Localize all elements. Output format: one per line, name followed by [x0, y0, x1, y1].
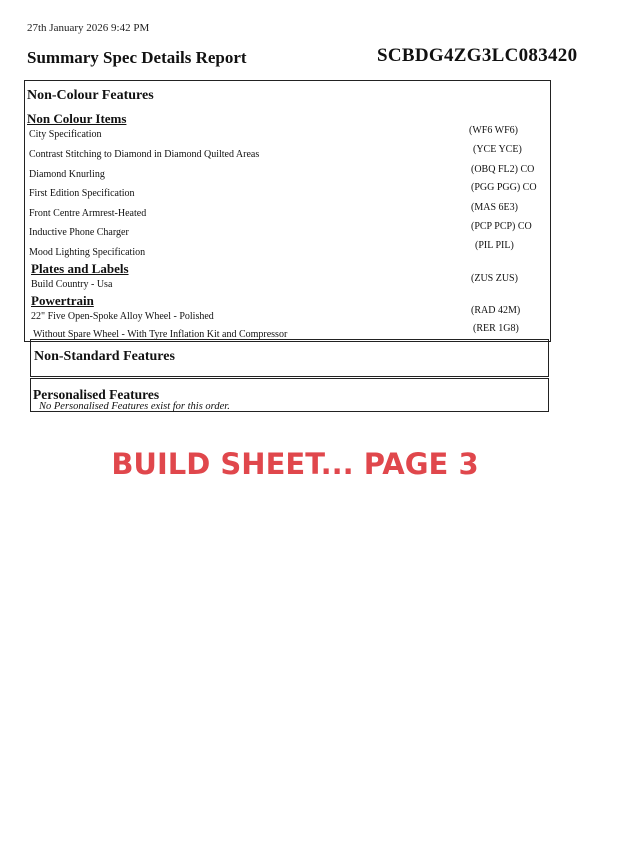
section-title-personalised-features: Personalised Features: [33, 387, 160, 402]
spec-item-label: First Edition Specification: [29, 188, 135, 199]
spec-item-code: (OBQ FL2) CO: [471, 164, 535, 175]
personalised-features-box: [30, 378, 549, 412]
spec-item-code: (ZUS ZUS): [471, 273, 518, 284]
section-title-non-standard-features: Non-Standard Features: [34, 349, 175, 364]
group-title-powertrain: Powertrain: [31, 293, 94, 308]
spec-item-label: Without Spare Wheel - With Tyre Inflation Kit and Compressor: [33, 329, 288, 340]
personalised-features-note: No Personalised Features exist for this order.: [39, 401, 230, 412]
spec-item-code: (PGG PGG) CO: [471, 182, 537, 193]
section-title-non-colour-features: Non-Colour Features: [27, 88, 154, 103]
vin-number: SCBDG4ZG3LC083420: [377, 45, 578, 66]
non-colour-features-box: [24, 80, 551, 342]
spec-item-label: Build Country - Usa: [31, 279, 113, 290]
spec-item-code: (YCE YCE): [473, 144, 522, 155]
spec-item-code: (RAD 42M): [471, 305, 521, 316]
spec-item-label: Inductive Phone Charger: [29, 227, 129, 238]
spec-item-code: (PIL PIL): [475, 240, 514, 251]
build-sheet-caption: BUILD SHEET... PAGE 3: [111, 447, 479, 481]
group-title-non-colour-items: Non Colour Items: [27, 111, 127, 126]
report-date: 27th January 2026 9:42 PM: [27, 22, 150, 34]
spec-item-code: (MAS 6E3): [471, 202, 518, 213]
non-standard-features-box: [30, 339, 549, 377]
spec-item-code: (PCP PCP) CO: [471, 221, 532, 232]
spec-item-code: (RER 1G8): [473, 323, 519, 334]
spec-item-label: Mood Lighting Specification: [29, 247, 146, 258]
report-title: Summary Spec Details Report: [27, 48, 247, 67]
spec-item-code: (WF6 WF6): [469, 125, 518, 136]
spec-item-label: 22" Five Open-Spoke Alloy Wheel - Polished: [31, 311, 214, 322]
spec-item-label: City Specification: [29, 129, 102, 140]
spec-item-label: Diamond Knurling: [29, 169, 105, 180]
spec-item-label: Front Centre Armrest-Heated: [29, 208, 147, 219]
group-title-plates-and-labels: Plates and Labels: [31, 261, 129, 276]
spec-item-label: Contrast Stitching to Diamond in Diamond Quilted Areas: [29, 149, 260, 160]
